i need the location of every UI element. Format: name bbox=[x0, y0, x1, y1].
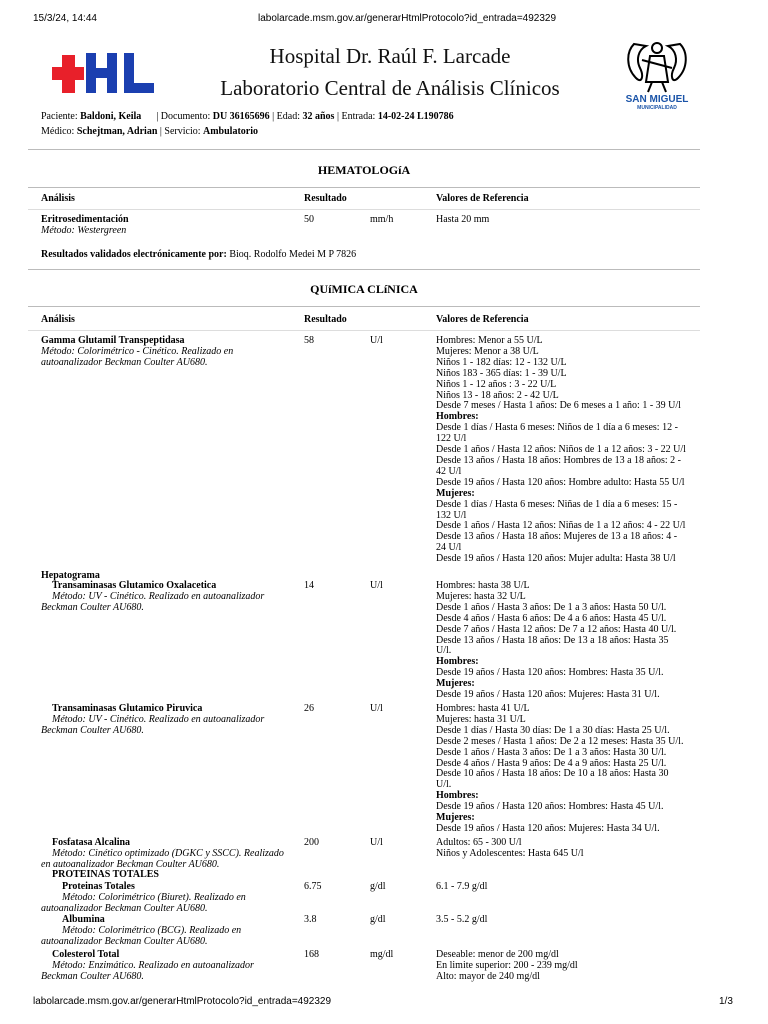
reference-value: Hasta 20 mm bbox=[436, 214, 490, 225]
san-miguel-name: SAN MIGUEL bbox=[625, 94, 689, 105]
column-header-resultado: Resultado bbox=[304, 314, 347, 325]
san-miguel-subtitle: MUNICIPALIDAD bbox=[637, 105, 677, 111]
reference-list-gpt: Hombres: hasta 41 U/L Mujeres: hasta 31 U/L Desde 1 días / Hasta 30 días: De 1 a 30 días: Hasta 25 U/l. Desde 2 meses / Hasta 1 años: De 2 a 12 meses: Hasta 35 U/l. Desde 1 años / Hasta 3 años: De 1 a 3 años: Hasta 30 U/l. Desde 4 años / Hasta 9 años: De 4 a 9 años: Hasta 25 U/l. Desde 10 años / Hasta 18 años: De 10 a 18 años: Hasta 30 U/l. Hombres: Desde 19 años / Hasta 120 años: Hombres: Hasta 45 U/l. Mujeres: Desde 19 años / Hasta 120 años: Mujeres: Hasta 34 U/l. bbox=[436, 703, 684, 834]
print-datetime: 15/3/24, 14:44 bbox=[33, 13, 97, 24]
result-value: 58 bbox=[304, 335, 314, 346]
result-unit: U/l bbox=[370, 335, 383, 346]
result-unit: mg/dl bbox=[370, 949, 394, 960]
service-name: Ambulatorio bbox=[203, 126, 258, 137]
print-header-url: labolarcade.msm.gov.ar/generarHtmlProtocolo?id_entrada=492329 bbox=[258, 13, 557, 24]
section-title-hematologia: HEMATOLOGíA bbox=[317, 163, 411, 177]
result-value: 200 bbox=[304, 837, 319, 848]
hl-logo-icon bbox=[52, 50, 156, 96]
result-value: 3.8 bbox=[304, 914, 317, 925]
column-header-analisis: Análisis bbox=[41, 193, 75, 204]
result-unit: g/dl bbox=[370, 914, 386, 925]
reference-list-colesterol: Deseable: menor de 200 mg/dl En limite superior: 200 - 239 mg/dl Alto: mayor de 240 mg/dl bbox=[436, 949, 578, 982]
divider bbox=[28, 306, 700, 307]
column-header-referencia: Valores de Referencia bbox=[436, 314, 529, 325]
hospital-name: Hospital Dr. Raúl F. Larcade bbox=[269, 44, 511, 68]
validator-name: Bioq. Rodolfo Medei M P 7826 bbox=[229, 249, 357, 260]
group-proteinas-totales: PROTEINAS TOTALES bbox=[52, 869, 159, 880]
divider bbox=[28, 209, 700, 210]
lab-name: Laboratorio Central de Análisis Clínicos bbox=[220, 76, 560, 100]
result-value: 14 bbox=[304, 580, 314, 591]
san-miguel-logo bbox=[622, 38, 692, 114]
validation-line: Resultados validados electrónicamente por: Bioq. Rodolfo Medei M P 7826 bbox=[41, 249, 357, 260]
result-unit: U/l bbox=[370, 580, 383, 591]
patient-name: Baldoni, Keila bbox=[80, 111, 142, 122]
patient-age: 32 años bbox=[302, 111, 335, 122]
column-header-resultado: Resultado bbox=[304, 193, 347, 204]
result-unit: U/l bbox=[370, 703, 383, 714]
entry-number: 14-02-24 L190786 bbox=[377, 111, 454, 122]
analysis-albumina: Albumina Método: Colorimétrico (BCG). Realizado en autoanalizador Beckman Coulter AU680. bbox=[41, 914, 242, 947]
section-title-quimica: QUíMICA CLíNICA bbox=[310, 282, 418, 296]
divider bbox=[28, 187, 700, 188]
analysis-ggt: Gamma Glutamil Transpeptidasa Método: Colorimétrico - Cinético. Realizado en autoanalizador Beckman Coulter AU680. bbox=[41, 335, 234, 368]
analysis-proteinas-totales: Proteinas Totales Método: Colorimétrico (Biuret). Realizado en autoanalizador Beckman Coulter AU680. bbox=[41, 881, 246, 914]
patient-line: Paciente: Baldoni, Keila | Documento: DU 36165696 | Edad: 32 años | Entrada: 14-02-24 L190786 bbox=[41, 111, 454, 122]
angel-emblem-icon bbox=[622, 38, 692, 94]
group-hepatograma: Hepatograma bbox=[41, 570, 100, 581]
page-number: 1/3 bbox=[719, 996, 733, 1007]
column-header-analisis: Análisis bbox=[41, 314, 75, 325]
result-unit: mm/h bbox=[370, 214, 394, 225]
reference-list-fal: Adultos: 65 - 300 U/l Niños y Adolescentes: Hasta 645 U/l bbox=[436, 837, 584, 859]
column-header-referencia: Valores de Referencia bbox=[436, 193, 529, 204]
result-value: 168 bbox=[304, 949, 319, 960]
print-footer-url: labolarcade.msm.gov.ar/generarHtmlProtocolo?id_entrada=492329 bbox=[33, 996, 332, 1007]
analysis-gpt: Transaminasas Glutamico Piruvica Método: UV - Cinético. Realizado en autoanalizador Beckman Coulter AU680. bbox=[41, 703, 265, 736]
reference-list-ggt: Hombres: Menor a 55 U/L Mujeres: Menor a 38 U/L Niños 1 - 182 días: 12 - 132 U/L Niños 183 - 365 días: 1 - 39 U/L Niños 1 - 12 años : 3 - 22 U/L Niños 13 - 18 años: 2 - 42 U/L Desde 7 meses / Hasta 1 años: De 6 meses a 1 año: 1 - 39 U/l Hombres: Desde 1 días / Hasta 6 meses: Niños de 1 día a 6 meses: 12 - 122 U/l Desde 1 años / Hasta 12 años: Niños de 1 a 12 años: 3 - 22 U/l Desde 13 años / Hasta 18 años: Hombres de 13 a 18 años: 2 - 42 U/l Desde 19 años / Hasta 120 años: Hombre adulto: Hasta 55 U/l Mujeres: Desde 1 días / Hasta 6 meses: Niñas de 1 día a 6 meses: 15 - 132 U/l Desde 1 años / Hasta 12 años: Niñas de 1 a 12 años: 4 - 22 U/l Desde 13 años / Hasta 18 años: Mujeres de 13 a 18 años: 4 - 24 U/l Desde 19 años / Hasta 120 años: Mujer adulta: Hasta 38 U/l bbox=[436, 335, 686, 565]
divider bbox=[28, 149, 700, 150]
hospital-logo bbox=[52, 50, 156, 96]
reference-value: 3.5 - 5.2 g/dl bbox=[436, 914, 488, 925]
analysis-got: Transaminasas Glutamico Oxalacetica Método: UV - Cinético. Realizado en autoanalizador Beckman Coulter AU680. bbox=[41, 580, 265, 613]
result-value: 26 bbox=[304, 703, 314, 714]
result-value: 50 bbox=[304, 214, 314, 225]
patient-document: DU 36165696 bbox=[212, 111, 270, 122]
divider bbox=[28, 330, 700, 331]
reference-list-got: Hombres: hasta 38 U/L Mujeres: hasta 32 U/L Desde 1 años / Hasta 3 años: De 1 a 3 años: Hasta 50 U/l. Desde 4 años / Hasta 6 años: De 4 a 6 años: Hasta 45 U/l. Desde 7 años / Hasta 12 años: De 7 a 12 años: Hasta 40 U/l. Desde 13 años / Hasta 18 años: De 13 a 18 años: Hasta 35 U/l. Hombres: Desde 19 años / Hasta 120 años: Hombres: Hasta 35 U/l. Mujeres: Desde 19 años / Hasta 120 años: Mujeres: Hasta 31 U/l. bbox=[436, 580, 677, 701]
result-unit: g/dl bbox=[370, 881, 386, 892]
reference-value: 6.1 - 7.9 g/dl bbox=[436, 881, 488, 892]
doctor-name: Schejtman, Adrian bbox=[76, 126, 158, 137]
result-unit: U/l bbox=[370, 837, 383, 848]
result-value: 6.75 bbox=[304, 881, 322, 892]
divider bbox=[28, 269, 700, 270]
analysis-eritrosedimentacion: Eritrosedimentación Método: Westergreen bbox=[41, 214, 129, 236]
analysis-colesterol-total: Colesterol Total Método: Enzimático. Realizado en autoanalizador Beckman Coulter AU680. bbox=[41, 949, 254, 982]
analysis-fosfatasa-alcalina: Fosfatasa Alcalina Método: Cinético optimizado (DGKC y SSCC). Realizado en autoanalizador Beckman Coulter AU680. bbox=[41, 837, 284, 870]
doctor-line: Médico: Schejtman, Adrian | Servicio: Ambulatorio bbox=[41, 126, 258, 137]
